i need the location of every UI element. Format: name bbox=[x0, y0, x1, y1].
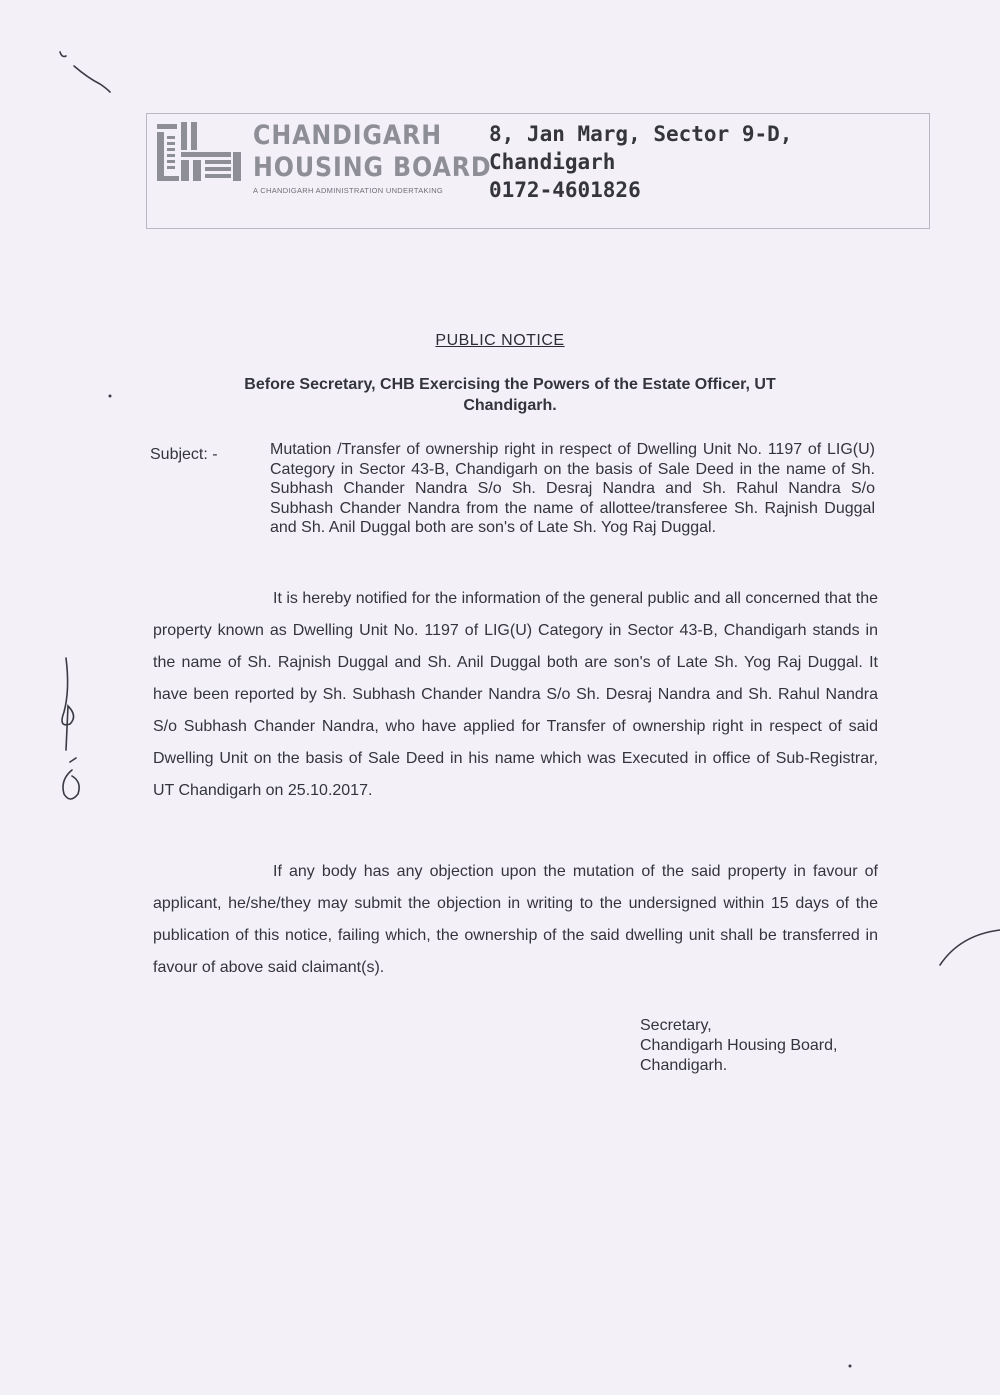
corner-pen-mark bbox=[60, 52, 110, 92]
subject-label: Subject: - bbox=[150, 446, 218, 463]
signatory-organisation: Chandigarh Housing Board, bbox=[640, 1037, 838, 1054]
signature-block bbox=[640, 1016, 837, 1076]
logo-line-chandigarh: CHANDIGARH bbox=[253, 120, 443, 151]
chb-logo-icon bbox=[157, 122, 243, 182]
notice-authority: Before Secretary, CHB Exercising the Powers of the Estate Officer, UT Chandigarh. bbox=[244, 376, 776, 414]
logo-line-housing-board: HOUSING BOARD bbox=[253, 152, 492, 183]
letterhead-address bbox=[489, 120, 792, 204]
notice-title: PUBLIC NOTICE bbox=[435, 332, 565, 349]
letterhead bbox=[146, 113, 930, 229]
logo-wordmark bbox=[253, 120, 524, 195]
logo-tagline: A CHANDIGARH ADMINISTRATION UNDERTAKING bbox=[253, 186, 444, 195]
speck-mark bbox=[109, 395, 112, 398]
margin-scribble-mark bbox=[63, 758, 79, 799]
notice-paragraph-1: It is hereby notified for the information of the general public and all concerned that the property known as Dwelling Unit No. 1197 of LIG(U) Category in Sector 43-B, Chandigarh stands in the name of Sh. Rajnish Duggal and Sh. Anil Duggal both are son's of Late Sh. Yog Raj Duggal. It have been reported by Sh. Subhash Chander Nandra S/o Sh. Desraj Nandra and Sh. Rahul Nandra S/o Subhash Chander Nandra, who have applied for Transfer of ownership right in respect of said Dwelling Unit on the basis of Sale Deed in his name which was Executed in office of Sub-Registrar, UT Chandigarh on 25.10.2017. bbox=[153, 590, 878, 799]
signatory-city: Chandigarh. bbox=[640, 1057, 728, 1074]
address-line-1: 8, Jan Marg, Sector 9-D, bbox=[489, 122, 793, 146]
speck-mark bbox=[849, 1365, 852, 1368]
notice-paragraph-2: If any body has any objection upon the mutation of the said property in favour of applicant, he/she/they may submit the objection in writing to the undersigned within 15 days of the publication of this notice, failing which, the ownership of the said dwelling unit shall be transferred in favour of above said claimant(s). bbox=[153, 863, 878, 976]
margin-initial-mark bbox=[62, 658, 74, 750]
address-line-2: Chandigarh bbox=[489, 150, 616, 174]
signatory-title: Secretary, bbox=[640, 1017, 712, 1034]
edge-curve-mark bbox=[940, 930, 1000, 965]
subject-text: Mutation /Transfer of ownership right in respect of Dwelling Unit No. 1197 of LIG(U) Category in Sector 43-B, Chandigarh on the basis of Sale Deed in the name of Sh. Subhash Chander Nandra S/o Sh. Desraj Nandra and Sh. Rahul Nandra S/o Subhash Chander Nandra from the name of allottee/transferee Sh. Rajnish Duggal and Sh. Anil Duggal both are son's of Late Sh. Yog Raj Duggal. bbox=[270, 441, 875, 536]
phone-number: 0172-4601826 bbox=[489, 178, 641, 202]
